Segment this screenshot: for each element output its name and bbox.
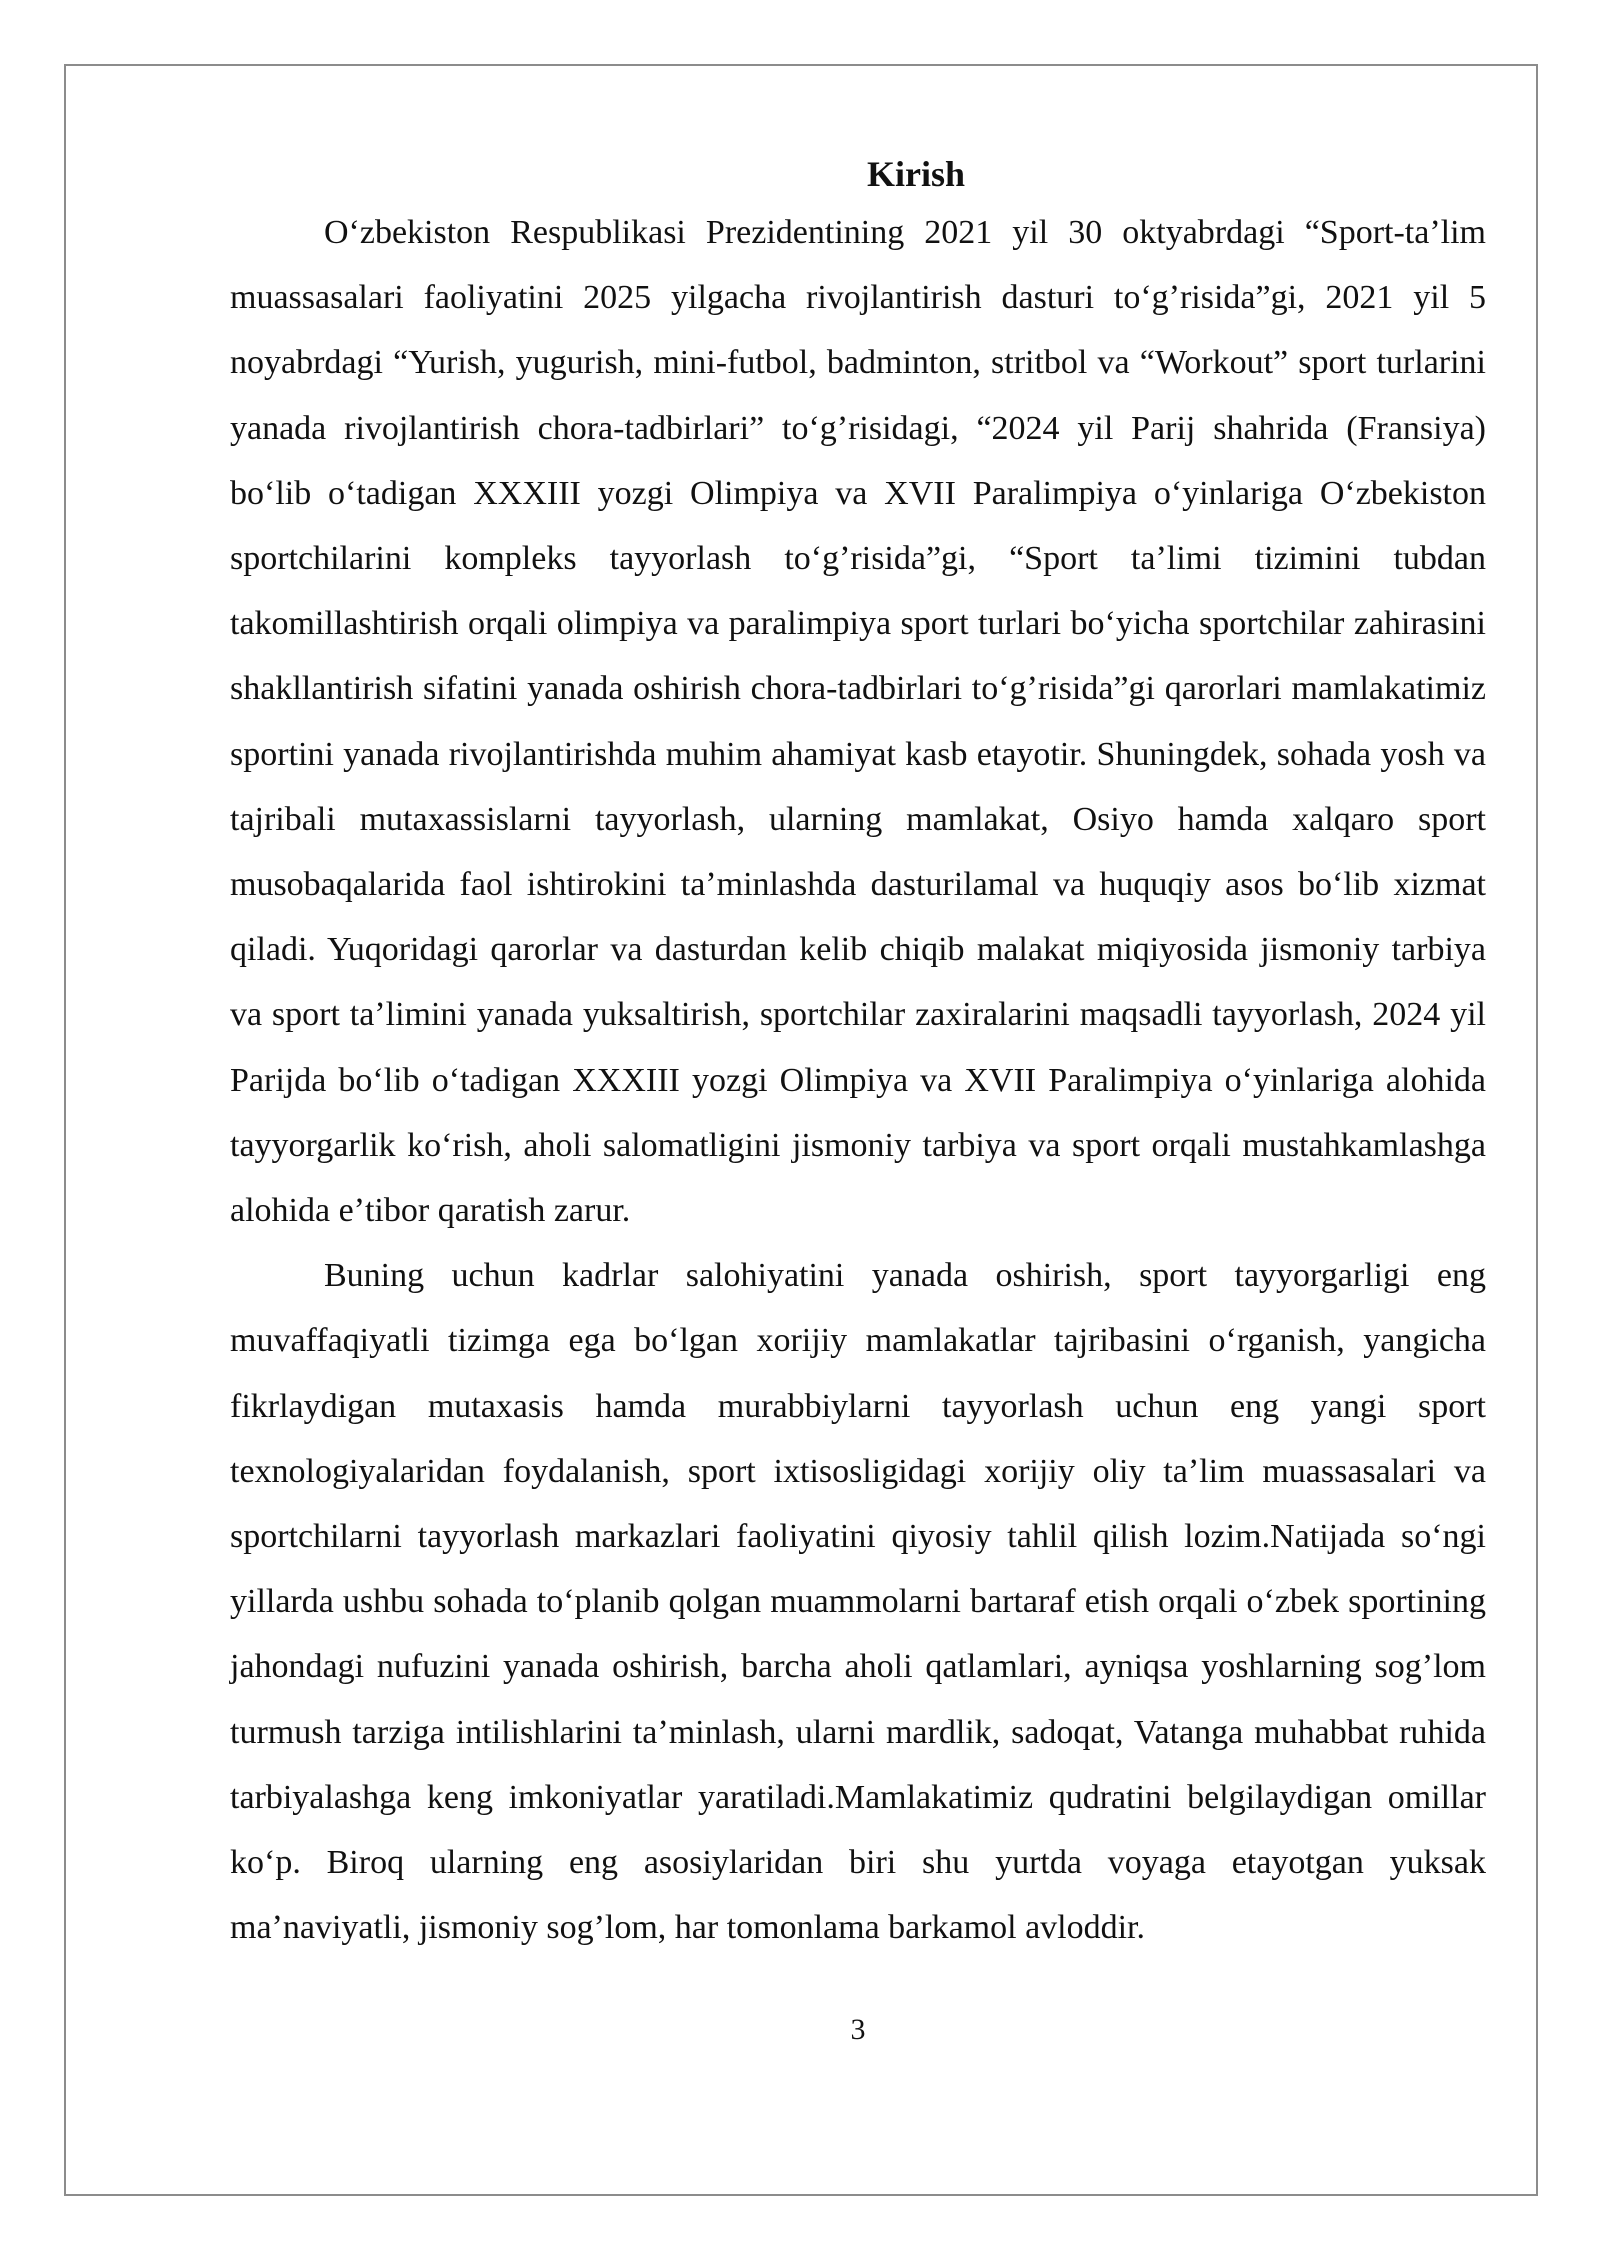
section-heading: Kirish bbox=[866, 154, 965, 194]
paragraph-2: Buning uchun kadrlar salohiyatini yanada oshirish, sport tayyorgarligi eng muvaffaqiyatli tizimga ega boʻlgan xorijiy mamlakatlar tajribasini oʻrganish, yangicha fikrlaydigan mutaxasis hamda murabbiylarni tayyorlash uchun eng yangi sport texnologiyalaridan foydalanish, sport ixtisosligidagi xorijiy oliy taʼlim muassasalari va sportchilarni tayyorlash markazlari faoliyatini qiyosiy tahlil qilish lozim.Natijada soʻngi yillarda ushbu sohada toʻplanib qolgan muammolarni bartaraf etish orqali oʻzbek sportining jahondagi nufuzini yanada oshirish, barcha aholi qatlamlari, ayniqsa yoshlarning sog’lom turmush tarziga intilishlarini taʼminlash, ularni mardlik, sadoqat, Vatanga muhabbat ruhida tarbiyalashga keng imkoniyatlar yaratiladi.Mamlakatimiz qudratini belgilaydigan omillar koʻp. Biroq ularning eng asosiylaridan biri shu yurtda voyaga etayotgan yuksak maʼnaviyatli, jismoniy sog’lom, har tomonlama barkamol avloddir. bbox=[230, 1257, 1486, 1947]
paragraph-1: Oʻzbekiston Respublikasi Prezidentining 2021 yil 30 oktyabrdagi “Sport-taʼlim muassasalari faoliyatini 2025 yilgacha rivojlantirish dasturi toʻgʼrisida”gi, 2021 yil 5 noyabrdagi “Yurish, yugurish, mini-futbol, badminton, stritbol va “Workout” sport turlarini yanada rivojlantirish chora-tadbirlari” toʻgʼrisidagi, “2024 yil Parij shahrida (Fransiya) boʻlib oʻtadigan XXXIII yozgi Olimpiya va XVII Paralimpiya oʻyinlariga Oʻzbekiston sportchilarini kompleks tayyorlash toʻgʼrisida”gi, “Sport taʼlimi tizimini tubdan takomillashtirish orqali olimpiya va paralimpiya sport turlari boʻyicha sportchilar zahirasini shakllantirish sifatini yanada oshirish chora-tadbirlari toʻgʼrisida”gi qarorlari mamlakatimiz sportini yanada rivojlantirishda muhim ahamiyat kasb etayotir. Shuningdek, sohada yosh va tajribali mutaxassislarni tayyorlash, ularning mamlakat, Osiyo hamda xalqaro sport musobaqalarida faol ishtirokini taʼminlashda dasturilamal va huquqiy asos boʻlib xizmat qiladi. Yuqoridagi qarorlar va dasturdan kelib chiqib malakat miqiyosida jismoniy tarbiya va sport taʼlimini yanada yuksaltirish, sportchilar zaxiralarini maqsadli tayyorlash, 2024 yil Parijda boʻlib oʻtadigan XXXIII yozgi Olimpiya va XVII Paralimpiya oʻyinlariga alohida tayyorgarlik koʻrish, aholi salomatligini jismoniy tarbiya va sport orqali mustahkamlashga alohida eʼtibor qaratish zarur. bbox=[230, 214, 1486, 1230]
page-number: 3 bbox=[850, 2013, 866, 2046]
document-body bbox=[230, 148, 1486, 1960]
